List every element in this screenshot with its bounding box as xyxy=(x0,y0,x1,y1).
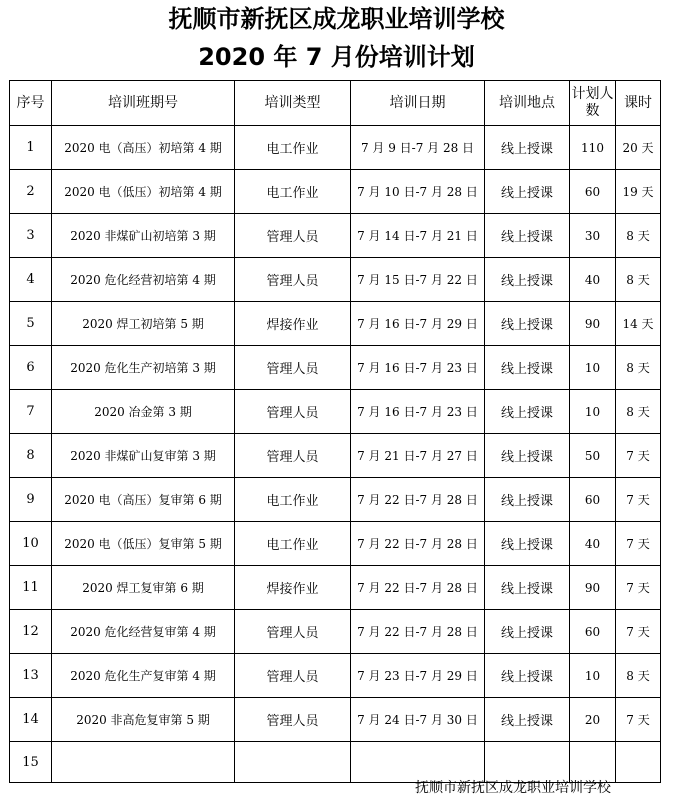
cell-class-name: 2020 焊工初培第 5 期 xyxy=(52,302,235,346)
cell-duration xyxy=(616,742,661,783)
cell-class-name: 2020 非煤矿山初培第 3 期 xyxy=(52,214,235,258)
cell-seq: 9 xyxy=(10,478,52,522)
cell-type: 焊接作业 xyxy=(235,302,351,346)
header-type: 培训类型 xyxy=(235,81,351,126)
document-title: 抚顺市新抚区成龙职业培训学校 xyxy=(168,5,505,33)
table-row xyxy=(10,126,661,170)
cell-date: 7 月 16 日-7 月 23 日 xyxy=(351,346,485,390)
cell-location: 线上授课 xyxy=(485,170,570,214)
cell-planned: 30 xyxy=(570,214,616,258)
cell-planned: 60 xyxy=(570,170,616,214)
cell-location: 线上授课 xyxy=(485,654,570,698)
cell-type: 管理人员 xyxy=(235,346,351,390)
cell-date: 7 月 22 日-7 月 28 日 xyxy=(351,522,485,566)
cell-planned: 110 xyxy=(570,126,616,170)
cell-type: 管理人员 xyxy=(235,610,351,654)
cell-planned: 50 xyxy=(570,434,616,478)
cell-type: 焊接作业 xyxy=(235,566,351,610)
header-seq: 序号 xyxy=(10,81,52,126)
table-row xyxy=(10,390,661,434)
table-row xyxy=(10,654,661,698)
cell-planned: 90 xyxy=(570,566,616,610)
cell-location: 线上授课 xyxy=(485,478,570,522)
cell-duration: 7 天 xyxy=(616,698,661,742)
cell-type: 电工作业 xyxy=(235,170,351,214)
cell-seq: 11 xyxy=(10,566,52,610)
cell-type: 管理人员 xyxy=(235,214,351,258)
cell-class-name xyxy=(52,742,235,783)
cell-date: 7 月 22 日-7 月 28 日 xyxy=(351,610,485,654)
cell-class-name: 2020 电（高压）复审第 6 期 xyxy=(52,478,235,522)
cell-planned: 90 xyxy=(570,302,616,346)
table-row xyxy=(10,434,661,478)
table-row xyxy=(10,346,661,390)
cell-class-name: 2020 非煤矿山复审第 3 期 xyxy=(52,434,235,478)
cell-seq: 14 xyxy=(10,698,52,742)
document-subtitle: 2020 年 7 月份培训计划 xyxy=(198,43,475,71)
table-row xyxy=(10,610,661,654)
cell-location: 线上授课 xyxy=(485,214,570,258)
cell-seq: 3 xyxy=(10,214,52,258)
cell-planned: 40 xyxy=(570,258,616,302)
cell-date: 7 月 23 日-7 月 29 日 xyxy=(351,654,485,698)
cell-class-name: 2020 电（高压）初培第 4 期 xyxy=(52,126,235,170)
cell-duration: 8 天 xyxy=(616,214,661,258)
header-location: 培训地点 xyxy=(485,81,570,126)
header-duration: 课时 xyxy=(616,81,661,126)
table-row xyxy=(10,170,661,214)
cell-date: 7 月 16 日-7 月 23 日 xyxy=(351,390,485,434)
cell-date: 7 月 16 日-7 月 29 日 xyxy=(351,302,485,346)
cell-seq: 6 xyxy=(10,346,52,390)
cell-duration: 19 天 xyxy=(616,170,661,214)
cell-date: 7 月 9 日-7 月 28 日 xyxy=(351,126,485,170)
table-row xyxy=(10,566,661,610)
cell-duration: 14 天 xyxy=(616,302,661,346)
cell-location: 线上授课 xyxy=(485,434,570,478)
cell-date: 7 月 14 日-7 月 21 日 xyxy=(351,214,485,258)
cell-class-name: 2020 危化经营初培第 4 期 xyxy=(52,258,235,302)
cell-duration: 8 天 xyxy=(616,654,661,698)
cell-location: 线上授课 xyxy=(485,302,570,346)
cell-seq: 1 xyxy=(10,126,52,170)
cell-type xyxy=(235,742,351,783)
cell-duration: 7 天 xyxy=(616,610,661,654)
cell-class-name: 2020 危化生产初培第 3 期 xyxy=(52,346,235,390)
header-date: 培训日期 xyxy=(351,81,485,126)
cell-seq: 15 xyxy=(10,742,52,783)
cell-type: 管理人员 xyxy=(235,258,351,302)
table-row xyxy=(10,742,661,783)
cell-duration: 7 天 xyxy=(616,478,661,522)
cell-seq: 8 xyxy=(10,434,52,478)
table-row xyxy=(10,522,661,566)
cell-planned: 10 xyxy=(570,346,616,390)
cell-location: 线上授课 xyxy=(485,566,570,610)
cell-seq: 7 xyxy=(10,390,52,434)
cell-type: 管理人员 xyxy=(235,434,351,478)
cell-class-name: 2020 冶金第 3 期 xyxy=(52,390,235,434)
cell-seq: 5 xyxy=(10,302,52,346)
cell-duration: 7 天 xyxy=(616,522,661,566)
cell-type: 电工作业 xyxy=(235,126,351,170)
table-row xyxy=(10,698,661,742)
cell-date: 7 月 21 日-7 月 27 日 xyxy=(351,434,485,478)
cell-class-name: 2020 电（低压）初培第 4 期 xyxy=(52,170,235,214)
cell-duration: 8 天 xyxy=(616,346,661,390)
cell-duration: 8 天 xyxy=(616,390,661,434)
table-row xyxy=(10,258,661,302)
header-planned: 计划人数 xyxy=(570,81,616,126)
cell-type: 管理人员 xyxy=(235,390,351,434)
table-row xyxy=(10,302,661,346)
cell-location: 线上授课 xyxy=(485,258,570,302)
cell-duration: 20 天 xyxy=(616,126,661,170)
table-row xyxy=(10,478,661,522)
training-plan-table xyxy=(9,80,661,783)
cell-class-name: 2020 焊工复审第 6 期 xyxy=(52,566,235,610)
cell-seq: 10 xyxy=(10,522,52,566)
cell-date: 7 月 22 日-7 月 28 日 xyxy=(351,566,485,610)
cell-location: 线上授课 xyxy=(485,346,570,390)
header-class-name: 培训班期号 xyxy=(52,81,235,126)
cell-planned: 20 xyxy=(570,698,616,742)
cell-date: 7 月 15 日-7 月 22 日 xyxy=(351,258,485,302)
cell-class-name: 2020 危化经营复审第 4 期 xyxy=(52,610,235,654)
cell-planned: 40 xyxy=(570,522,616,566)
cell-seq: 2 xyxy=(10,170,52,214)
cell-type: 电工作业 xyxy=(235,478,351,522)
cell-seq: 12 xyxy=(10,610,52,654)
cell-seq: 4 xyxy=(10,258,52,302)
cell-class-name: 2020 危化生产复审第 4 期 xyxy=(52,654,235,698)
table-header-row xyxy=(10,81,661,126)
cell-duration: 8 天 xyxy=(616,258,661,302)
cell-duration: 7 天 xyxy=(616,566,661,610)
cell-location: 线上授课 xyxy=(485,390,570,434)
cell-type: 管理人员 xyxy=(235,698,351,742)
cell-planned: 10 xyxy=(570,654,616,698)
cell-class-name: 2020 非高危复审第 5 期 xyxy=(52,698,235,742)
cell-location: 线上授课 xyxy=(485,610,570,654)
cell-location: 线上授课 xyxy=(485,698,570,742)
cell-location: 线上授课 xyxy=(485,126,570,170)
cell-class-name: 2020 电（低压）复审第 5 期 xyxy=(52,522,235,566)
table-row xyxy=(10,214,661,258)
cell-duration: 7 天 xyxy=(616,434,661,478)
cell-seq: 13 xyxy=(10,654,52,698)
cell-location xyxy=(485,742,570,783)
cell-type: 电工作业 xyxy=(235,522,351,566)
cell-date: 7 月 24 日-7 月 30 日 xyxy=(351,698,485,742)
cell-planned: 60 xyxy=(570,610,616,654)
cell-date xyxy=(351,742,485,783)
cell-type: 管理人员 xyxy=(235,654,351,698)
cell-date: 7 月 22 日-7 月 28 日 xyxy=(351,478,485,522)
cell-planned xyxy=(570,742,616,783)
cell-planned: 60 xyxy=(570,478,616,522)
cell-date: 7 月 10 日-7 月 28 日 xyxy=(351,170,485,214)
cell-location: 线上授课 xyxy=(485,522,570,566)
cell-planned: 10 xyxy=(570,390,616,434)
footer-school-name: 抚顺市新抚区成龙职业培训学校 xyxy=(415,780,611,796)
